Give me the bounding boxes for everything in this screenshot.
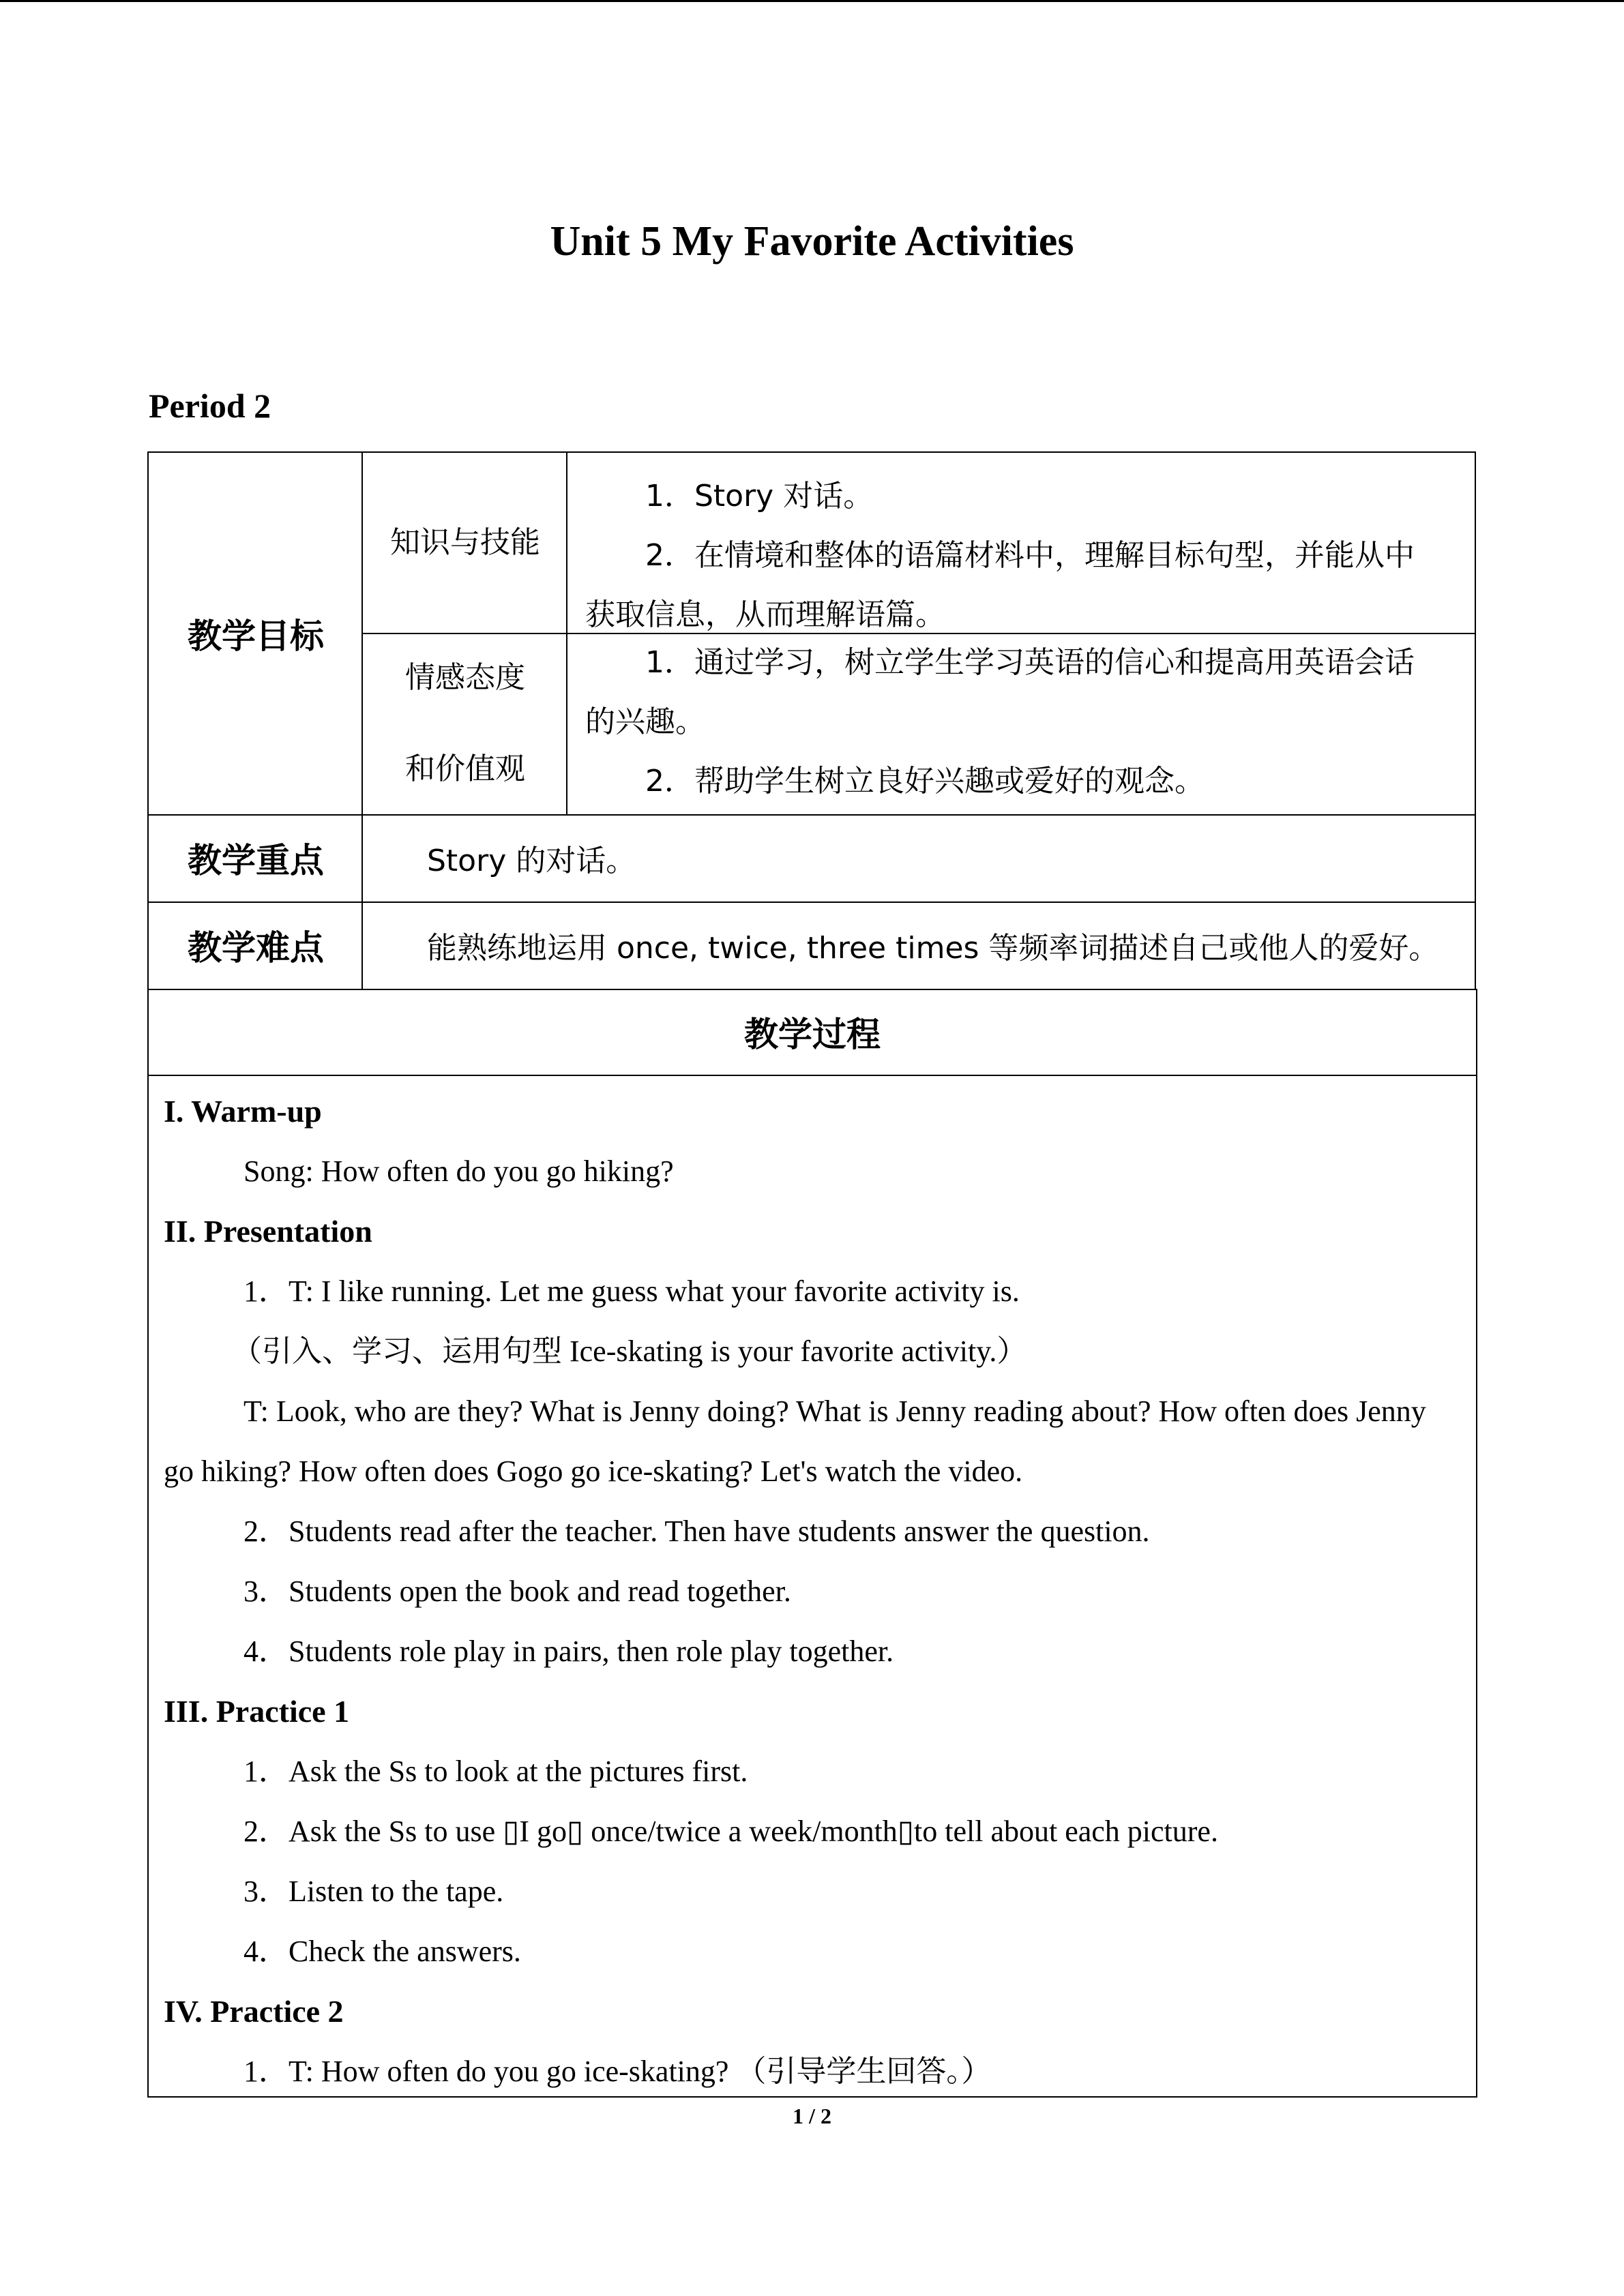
emotion-label [361, 633, 567, 816]
practice1-line-3: 3．Listen to the tape. [243, 1875, 504, 1908]
emotion-label-line-1: 情感态度 [405, 660, 525, 695]
difficulties-content [361, 901, 1476, 990]
presentation-line-6: 4．Students role play in pairs, then role play together. [243, 1635, 894, 1668]
practice1-heading: III. Practice 1 [164, 1694, 350, 1729]
presentation-line-2: （引入、学习、运用句型 Ice-skating is your favorite activity.） [232, 1335, 1027, 1368]
key-points-text: Story 的对话。 [427, 844, 636, 878]
warmup-heading: I. Warm-up [164, 1094, 322, 1129]
page-number: 1 / 2 [793, 2104, 831, 2128]
top-border-line [0, 0, 1624, 2]
practice1-line-1: 1．Ask the Ss to look at the pictures first. [243, 1755, 748, 1788]
knowledge-label: 知识与技能 [361, 451, 567, 634]
key-points-label: 教学重点 [147, 814, 363, 903]
practice2-line-1: 1．T: How often do you go ice-skating? （引导学生回答。） [243, 2055, 992, 2088]
difficulties-text: 能熟练地运用 once, twice, three times 等频率词描述自己或他人的爱好。 [427, 931, 1439, 966]
presentation-line-3: T: Look, who are they? What is Jenny doing? What is Jenny reading about? How often does Jenny go hiking? How often does Gogo go ice-skating? Let's watch the video. [164, 1395, 1426, 1488]
period-label: Period 2 [149, 387, 271, 425]
presentation-heading: II. Presentation [164, 1214, 372, 1249]
practice2-heading: IV. Practice 2 [164, 1994, 344, 2029]
practice1-line-2: 2．Ask the Ss to use ▯I go▯ once/twice a week/month▯to tell about each picture. [243, 1815, 1218, 1848]
objectives-label: 教学目标 [147, 451, 363, 816]
difficulties-label: 教学难点 [147, 901, 363, 990]
document-title: Unit 5 My Favorite Activities [550, 218, 1074, 265]
emotion-item-1: 1．通过学习，树立学生学习英语的信心和提高用英语会话的兴趣。 [585, 645, 1415, 739]
knowledge-content [566, 451, 1476, 634]
practice1-line-4: 4．Check the answers. [243, 1935, 521, 1968]
warmup-line-1: Song: How often do you go hiking? [243, 1154, 674, 1188]
process-body [147, 1075, 1477, 2098]
knowledge-item-2: 2．在情境和整体的语篇材料中，理解目标句型，并能从中获取信息，从而理解语篇。 [585, 538, 1415, 632]
emotion-label-line-2: 和价值观 [405, 751, 525, 786]
presentation-line-5: 3．Students open the book and read together. [243, 1575, 791, 1608]
presentation-line-4: 2．Students read after the teacher. Then have students answer the question. [243, 1515, 1150, 1548]
process-header: 教学过程 [147, 989, 1477, 1076]
key-points-content [361, 814, 1476, 903]
knowledge-item-1: 1．Story 对话。 [645, 479, 874, 513]
emotion-content [566, 633, 1476, 816]
presentation-line-1: 1．T: I like running. Let me guess what your favorite activity is. [243, 1274, 1020, 1308]
emotion-item-2: 2．帮助学生树立良好兴趣或爱好的观念。 [645, 764, 1205, 799]
